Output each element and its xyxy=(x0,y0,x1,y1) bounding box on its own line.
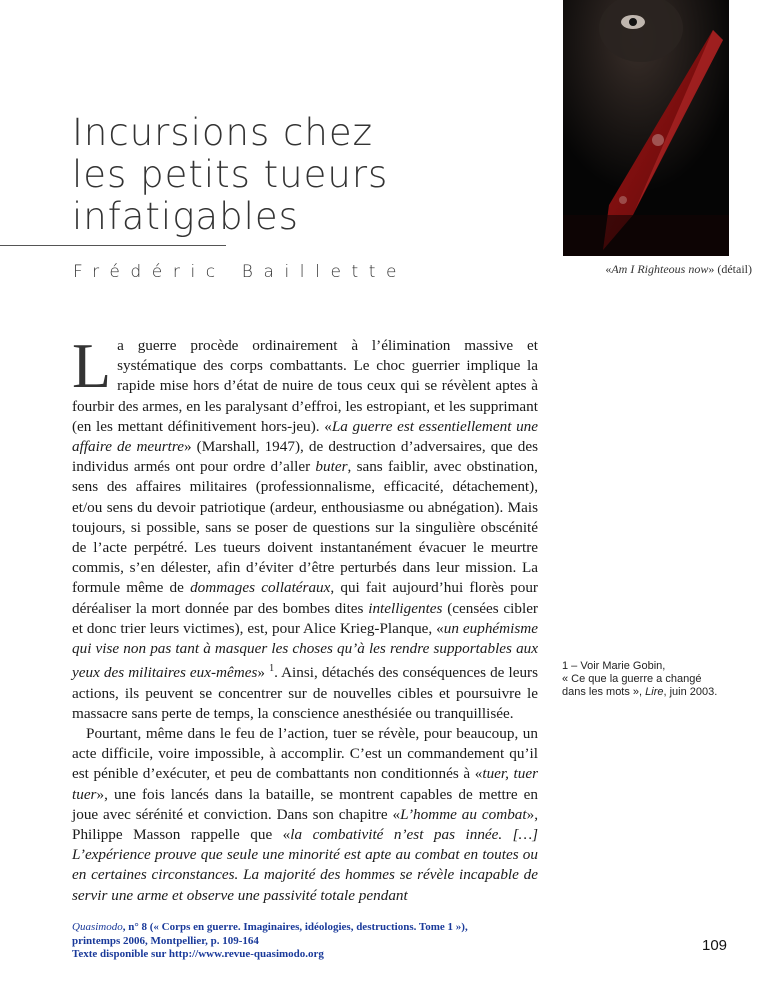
knife-artwork xyxy=(563,0,729,256)
author-name: Frédéric Baillette xyxy=(73,262,408,282)
footnote-ref[interactable]: 1 xyxy=(269,663,275,675)
text-run: , n° 8 (« Corps en guerre. Imaginaires, idéologies, destructions. Tome 1 »), xyxy=(122,921,468,933)
text-run: . Ainsi, détachés des conséquences de leurs actions, ils peuvent se concentrer sur de nouvelles cibles et poursuivre le massacre sans perte de temps, la conscience anesthésiée ou tranquillisée. xyxy=(72,664,539,722)
caption-suffix: (détail) xyxy=(714,262,752,276)
footnote-line xyxy=(562,686,752,699)
text-run: », une fois lancés dans la bataille, se montrent capables de mettre en joue avec sérénité et conviction. Dans son chapitre « xyxy=(72,785,538,823)
title-line-3: infatigables xyxy=(72,195,299,238)
emphasis-text: buter xyxy=(315,458,348,476)
footnote-line: 1 – Voir Marie Gobin, xyxy=(562,660,666,672)
paragraph-1 xyxy=(72,330,539,724)
text-run: , sans faiblir, avec obstination, sens des affaires militaires (professionnalisme, efficacité, détachement), et/ou sens du devoir patriotique (ardeur, enthousiasme ou abnégation). Mais toujours, si possible, sans se poser de questions sur la singulière obscénité de l’acte perpétré. Les tueurs doivent instantanément évacuer le meurtre commis, s’en délester, afin d’éviter d’être perturbés dans leur mission. La formule même de xyxy=(72,458,538,597)
title-rule xyxy=(0,245,226,246)
source-line xyxy=(72,921,468,935)
caption-title: Am I Righteous now xyxy=(611,262,709,276)
title-line-2: les petits tueurs xyxy=(72,153,389,196)
figure-caption: «Am I Righteous now» (détail) xyxy=(605,262,752,276)
text-run: a guerre procède ordinairement à l’élimination massive et systématique des corps combattants. Le choc guerrier implique la rapide mise hors d’état de nuire de tous ceux qui se révèlent aptes à fourbir des armes, en les paralysant d’effroi, les estropiant, et les supprimant (en les mettant définitivement hors-jeu). « xyxy=(72,337,538,435)
text-run: , qui fait aujourd’hui florès pour déréaliser la mort donnée par des bombes dites xyxy=(72,579,538,617)
text-run: Pourtant, même dans le feu de l’action, tuer se révèle, pour beaucoup, un acte difficile, voire impossible, à accomplir. C’est un commandement qu’il est pénible d’exécuter, et peu de combattants non conditionnés à « xyxy=(72,724,538,783)
page-number: 109 xyxy=(702,937,728,954)
text-run: », Philippe Masson rappelle que « xyxy=(72,805,538,843)
emphasis-text: dommages collatéraux xyxy=(190,579,331,597)
quote-text: L’homme au combat xyxy=(400,805,527,823)
text-run: (censées cibler et donc trier leurs victimes), est, pour Alice Krieg-Planque, « xyxy=(72,599,538,637)
source-line[interactable]: Texte disponible sur http://www.revue-quasimodo.org xyxy=(72,948,324,960)
footnote-1 xyxy=(562,660,752,699)
emphasis-text: intelligentes xyxy=(368,599,443,617)
article-title xyxy=(72,112,432,238)
journal-name: Quasimodo xyxy=(72,921,123,933)
emphasis-text: tuer, tuer tuer xyxy=(72,765,539,803)
quote-text: La guerre est essentiellement une affaire de meurtre xyxy=(72,417,539,456)
text-run: dans les mots », xyxy=(562,686,646,698)
quote-text: la combativité n’est pas innée. […] L’expérience prouve que seule une minorité est apte au combat en toutes ou en certaines circonstances. La majorité des hommes se révèle incapable de servir une arme et observe une passivité totale pendant xyxy=(72,825,538,904)
text-run: , juin 2003. xyxy=(663,686,718,698)
source-line: printemps 2006, Montpellier, p. 109-164 xyxy=(72,934,259,947)
footnote-line: « Ce que la guerre a changé xyxy=(562,673,702,685)
emphasis-text: Lire xyxy=(645,686,664,698)
quote-text: un euphémisme qui vise non pas tant à masquer les choses qu’à les rendre supportables aux yeux des militaires eux-mêmes xyxy=(72,619,538,682)
text-run: » xyxy=(257,664,270,682)
source-citation xyxy=(72,921,468,962)
article-body xyxy=(72,330,539,906)
text-run: » (Marshall, 1947), de destruction d’adversaires, que des individus armés ont pour ordre d’aller xyxy=(72,438,538,476)
paragraph-2 xyxy=(72,724,538,906)
title-line-1: Incursions chez xyxy=(72,111,374,154)
dropcap: L xyxy=(72,330,112,401)
artwork-image xyxy=(563,0,729,256)
